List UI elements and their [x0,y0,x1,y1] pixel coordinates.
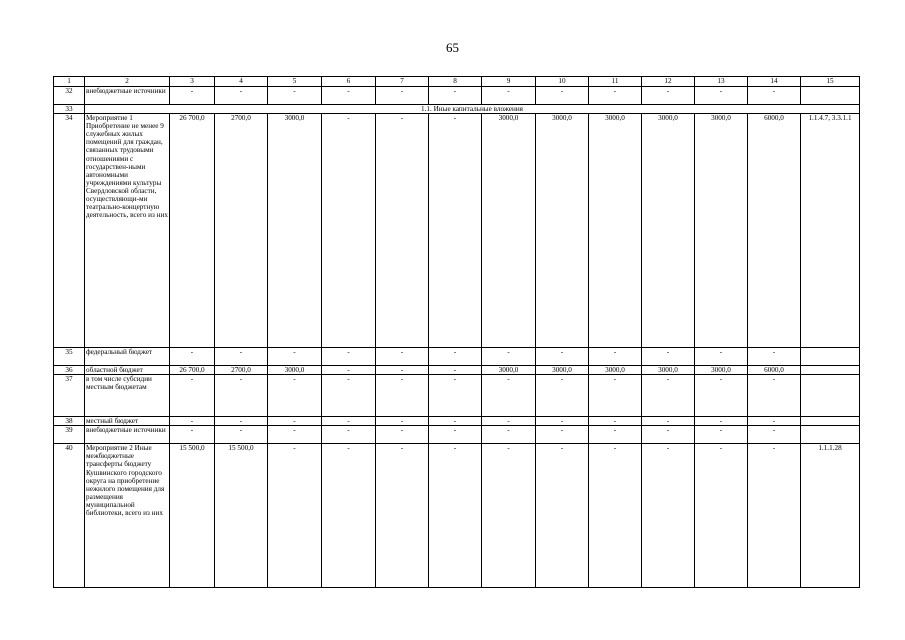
value-cell: - [589,444,642,588]
value-cell: - [376,348,429,366]
value-cell: - [642,417,695,426]
value-cell: - [695,348,748,366]
value-cell: - [482,375,536,417]
table-row [54,426,860,444]
value-cell: - [482,444,536,588]
page-number: 65 [446,40,459,55]
value-cell: - [642,87,695,105]
value-cell: - [170,426,215,444]
value-cell: - [268,417,322,426]
value-cell: - [589,348,642,366]
value-cell: - [429,366,482,375]
table-row [54,444,860,588]
table-row [54,417,860,426]
header-cell: 10 [536,77,589,87]
value-cell: - [748,375,801,417]
row-name: Мероприятие 1 Приобретение не менее 9 служебных жилых помещений для граждан, связанных трудовыми отношениями с государствен-ными автономными учреждениями культуры Свердловской области, осуществляющи-ми театрально-концертную деятельность, всего из них [85,114,170,348]
ref-cell: 1.1.1.28 [801,444,860,588]
value-cell: - [748,348,801,366]
value-cell: - [429,348,482,366]
ref-cell [801,417,860,426]
header-cell: 1 [54,77,85,87]
value-cell: - [268,87,322,105]
header-cell: 15 [801,77,860,87]
value-cell: - [429,426,482,444]
row-name: областной бюджет [85,366,170,375]
row-number: 35 [54,348,85,366]
value-cell: 3000,0 [268,366,322,375]
value-cell: - [536,87,589,105]
value-cell: - [642,444,695,588]
value-cell: - [589,375,642,417]
ref-cell: 1.1.4.7, 3.3.1.1 [801,114,860,348]
value-cell: 2700,0 [215,366,268,375]
value-cell: 3000,0 [482,114,536,348]
value-cell: - [748,426,801,444]
value-cell: - [376,375,429,417]
row-number: 34 [54,114,85,348]
value-cell: - [376,417,429,426]
value-cell: 6000,0 [748,366,801,375]
value-cell: - [429,417,482,426]
row-number: 40 [54,444,85,588]
value-cell: - [268,444,322,588]
value-cell: - [748,87,801,105]
value-cell: - [536,444,589,588]
value-cell: - [748,417,801,426]
header-cell: 3 [170,77,215,87]
value-cell: 3000,0 [536,114,589,348]
ref-cell [801,348,860,366]
row-name: внебюджетные источники [85,87,170,105]
value-cell: - [322,87,376,105]
row-number: 32 [54,87,85,105]
value-cell: - [170,87,215,105]
value-cell: - [215,375,268,417]
value-cell: 3000,0 [695,114,748,348]
row-number: 37 [54,375,85,417]
value-cell: 26 700,0 [170,114,215,348]
header-cell: 11 [589,77,642,87]
value-cell: 3000,0 [642,114,695,348]
value-cell: - [376,114,429,348]
value-cell: - [642,426,695,444]
value-cell: - [482,417,536,426]
row-name: местный бюджет [85,417,170,426]
row-number: 33 [54,105,85,114]
value-cell: - [268,375,322,417]
value-cell: - [642,375,695,417]
table-row [54,348,860,366]
value-cell: - [215,426,268,444]
value-cell: 3000,0 [589,366,642,375]
table-row [54,114,860,348]
value-cell: - [215,87,268,105]
ref-cell [801,87,860,105]
value-cell: - [642,348,695,366]
value-cell: - [376,426,429,444]
value-cell: - [482,87,536,105]
row-name: внебюджетные источники [85,426,170,444]
header-cell: 4 [215,77,268,87]
row-name: в том числе субсидии местным бюджетам [85,375,170,417]
value-cell: - [429,444,482,588]
header-row [54,77,860,87]
row-number: 38 [54,417,85,426]
header-cell: 13 [695,77,748,87]
value-cell: 3000,0 [536,366,589,375]
header-cell: 9 [482,77,536,87]
value-cell: - [536,348,589,366]
value-cell: - [536,426,589,444]
value-cell: - [429,114,482,348]
value-cell: - [322,444,376,588]
value-cell: - [322,375,376,417]
value-cell: - [536,375,589,417]
row-number: 36 [54,366,85,375]
value-cell: 26 700,0 [170,366,215,375]
value-cell: - [170,417,215,426]
ref-cell [801,375,860,417]
header-cell: 8 [429,77,482,87]
value-cell: - [482,426,536,444]
table-row [54,87,860,105]
header-cell: 12 [642,77,695,87]
value-cell: 2700,0 [215,114,268,348]
section-row [54,105,860,114]
value-cell: - [376,87,429,105]
value-cell: 3000,0 [589,114,642,348]
header-cell: 2 [85,77,170,87]
header-cell: 14 [748,77,801,87]
value-cell: - [322,348,376,366]
value-cell: - [170,348,215,366]
row-name: Мероприятие 2 Иные межбюджетные трансферты бюджету Кушвинского городского округа на приобретение нежилого помещения для размещения муниципальной библиотеки, всего из них [85,444,170,588]
value-cell: - [536,417,589,426]
ref-cell [801,426,860,444]
value-cell: - [322,417,376,426]
value-cell: - [322,114,376,348]
value-cell: 3000,0 [268,114,322,348]
value-cell: - [429,87,482,105]
value-cell: 3000,0 [482,366,536,375]
value-cell: - [589,87,642,105]
row-number: 39 [54,426,85,444]
value-cell: - [695,375,748,417]
section-title: 1.1. Иные капитальные вложения [85,105,860,114]
value-cell: - [429,375,482,417]
value-cell: 15 500,0 [215,444,268,588]
budget-table [53,76,860,588]
value-cell: - [695,426,748,444]
value-cell: - [170,375,215,417]
value-cell: - [215,417,268,426]
value-cell: - [482,348,536,366]
row-name: федеральный бюджет [85,348,170,366]
value-cell: 3000,0 [642,366,695,375]
header-cell: 5 [268,77,322,87]
value-cell: - [376,444,429,588]
value-cell: - [695,417,748,426]
value-cell: - [215,348,268,366]
value-cell: - [748,444,801,588]
value-cell: 6000,0 [748,114,801,348]
value-cell: - [376,366,429,375]
value-cell: - [268,348,322,366]
table-row [54,366,860,375]
value-cell: - [322,366,376,375]
ref-cell [801,366,860,375]
header-cell: 7 [376,77,429,87]
value-cell: - [268,426,322,444]
value-cell: - [695,444,748,588]
value-cell: - [695,87,748,105]
value-cell: 3000,0 [695,366,748,375]
header-cell: 6 [322,77,376,87]
table-row [54,375,860,417]
value-cell: - [589,417,642,426]
value-cell: - [322,426,376,444]
value-cell: - [589,426,642,444]
value-cell: 15 500,0 [170,444,215,588]
